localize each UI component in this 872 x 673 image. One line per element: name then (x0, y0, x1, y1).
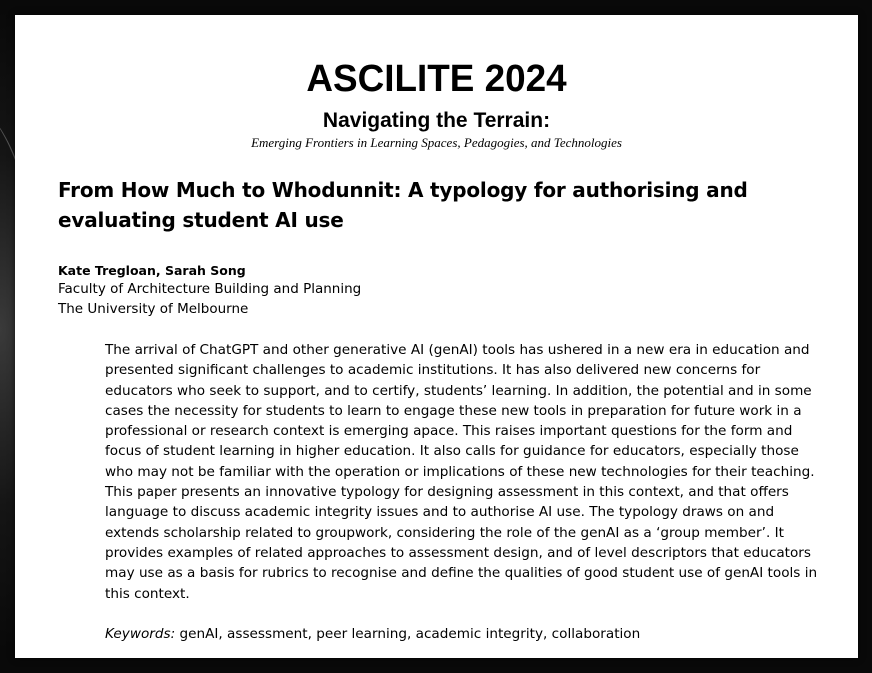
paper-title: From How Much to Whodunnit: A typology for authorising and evaluating student AI use (58, 178, 748, 232)
conference-title: ASCILITE 2024 (306, 58, 567, 100)
conference-theme: Navigating the Terrain: (322, 109, 551, 132)
affiliation-university: The University of Melbourne (58, 301, 249, 317)
abstract-paragraph: The arrival of ChatGPT and other generative AI (genAI) tools has ushered in a new era in education and presented significant challenges to academic institutions. It has also delivered new concerns for educators who seek to support, and to certify, students’ learning. In addition, the potential and in some cases the necessity for students to learn to engage these new tools in preparation for future work in a professional or research context is emerging apace. This raises important questions for the form and focus of student learning in higher education. It also calls for guidance for educators, especially those who may not be familiar with the operation or implications of these new technologies for their teaching. This paper presents an innovative typology for designing assessment in this context, and that offers language to discuss academic integrity issues and to authorise AI use. The typology draws on and extends scholarship related to groupwork, considering the role of the genAI as a ‘group member’. It provides examples of related approaches to assessment design, and of level descriptors that educators may use as a basis for rubrics to recognise and define the qualities of good student use of genAI tools in this context. (105, 342, 818, 602)
affiliation-faculty: Faculty of Architecture Building and Planning (58, 281, 362, 297)
keywords-list: genAI, assessment, peer learning, academic integrity, collaboration (179, 626, 641, 642)
keywords-line (105, 624, 825, 644)
paper-page (15, 15, 858, 658)
paper-authors: Kate Tregloan, Sarah Song (58, 263, 246, 278)
conference-subtheme: Emerging Frontiers in Learning Spaces, Pedagogies, and Technologies (251, 135, 622, 150)
keywords-label: Keywords: (105, 626, 176, 642)
